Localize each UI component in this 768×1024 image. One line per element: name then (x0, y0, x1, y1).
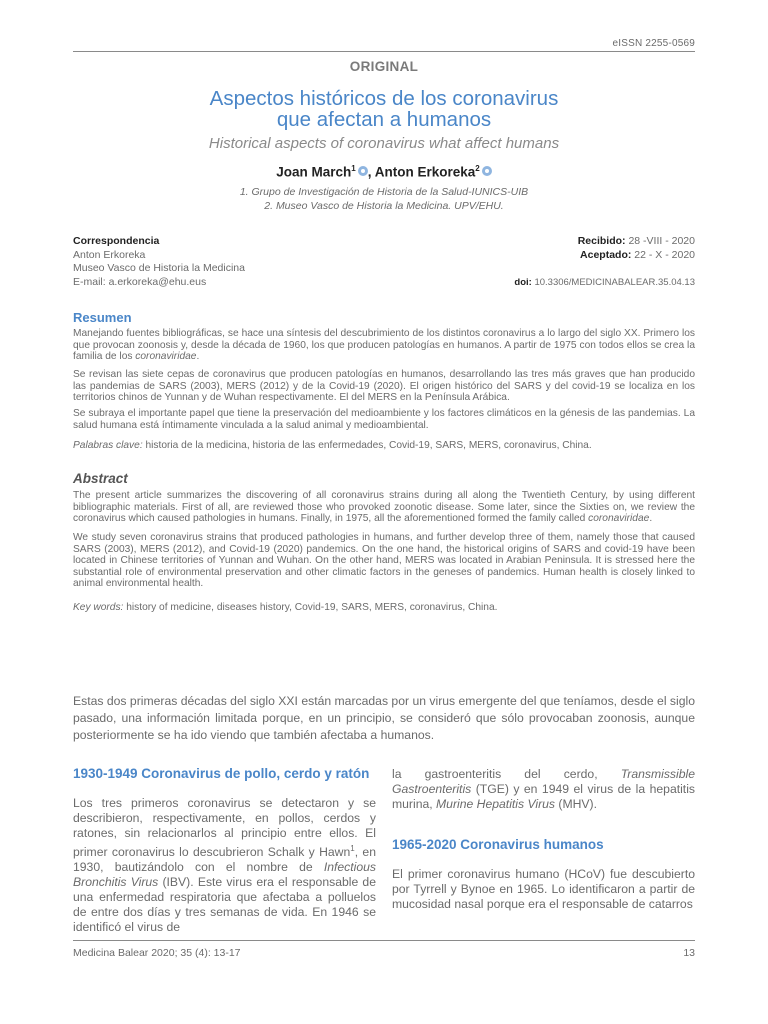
abstract-paragraph: We study seven coronavirus strains that produced pathologies in humans, and further develop three of them, namely those that caused SARS (2003), MERS (2012), and Covid-19 (2020) pandemics. On the one hand, the historical origins of SARS and covid-19 have been located in Chinese territories of Yunnan and Wuhan. On the other hand, MERS was located in Arabian Peninsula. It is stressed here the substantial role of environmental preservation and other climatic factors in the geneses of pandemics. Human health is closely linked to animal environmental health. (73, 532, 695, 590)
body-text: (TGE) y en 1949 el virus de la hepatitis murina, (392, 782, 695, 811)
resumen-paragraph: Se revisan las siete cepas de coronavirus que producen patologías en humanos, desarrollando las tres más graves que han producido las pandemias de SARS (2003), MERS (2012) y de la Covid-19 (2020). El origen histórico del SARS y del covid-19 se localiza en los territorios chinos de Yunnan y de Wuhan respectivamente. El del MERS en la Península Arábica. (73, 369, 695, 404)
article-title (0, 88, 768, 130)
doi-label: doi: (514, 277, 532, 288)
received-value: 28 -VIII - 2020 (625, 235, 695, 247)
author-separator: , (367, 164, 375, 180)
title-line-2: que afectan a humanos (276, 108, 492, 131)
resumen-italic: coronaviridae (135, 351, 197, 363)
doi-link[interactable]: 10.3306/MEDICINABALEAR.35.04.13 (531, 277, 695, 288)
abstract-italic: coronaviridae (588, 513, 650, 525)
body-italic: Transmissible Gastroenteritis (392, 767, 695, 796)
body-italic: Infectious Bronchitis Virus (73, 860, 376, 890)
affiliation-2: 2. Museo Vasco de Historia la Medicina. UPV/EHU. (264, 200, 504, 212)
reference-sup[interactable]: 1 (350, 844, 355, 853)
correspondence-name: Anton Erkoreka (73, 248, 146, 261)
body-text: (IBV). Este virus era el responsable de una enfermedad respiratoria que afectaba a polluelos de entre dos días y tres semanas de vida. En 1946 se identificó el virus de (73, 875, 376, 935)
accepted-value: 22 - X - 2020 (631, 248, 695, 261)
body-italic: Murine Hepatitis Virus (436, 797, 556, 811)
abstract-heading: Abstract (73, 471, 128, 486)
keywords-text: history of medicine, diseases history, Covid-19, SARS, MERS, coronavirus, China. (123, 602, 498, 613)
body-text: , en 1930, bautizándolo con el nombre de (73, 845, 376, 875)
affiliation-1: 1. Grupo de Investigación de Historia de la Salud-IUNICS-UIB (239, 186, 529, 198)
correspondence-institution: Museo Vasco de Historia la Medicina (73, 262, 245, 274)
resumen-text: Manejando fuentes bibliográficas, se hace una síntesis del descubrimiento de los distintos coronavirus a lo largo del siglo XX. Primero los que provocan zoonosis y, desde la década de 1960, los que producen patologías en humanos. A partir de 1975 con todos ellos se crea la familia de los (73, 328, 695, 363)
affiliation-ref: 1 (351, 164, 356, 173)
abstract-paragraph (73, 490, 695, 525)
abstract-text: The present article summarizes the discovering of all coronavirus strains during all along the Twentieth Century, by using different bibliographic materials. First of all, are reviewed those who provoked zoonotic disease. Some later, since the Sixties on, we review the coronavirus which caused pathologies in humans. Finally, in 1975, all the aforementioned formed the family called (73, 490, 695, 525)
keywords-es (73, 440, 695, 452)
intro-paragraph: Estas dos primeras décadas del siglo XXI están marcadas por un virus emergente del que teníamos, desde el siglo pasado, una información limitada porque, en un principio, se consideró que sólo provocaban zoonosis, aunque posteriormente se ha ido viendo que también afectaba a humanos. (73, 694, 695, 742)
accepted-date (578, 249, 695, 263)
keywords-text: historia de la medicina, historia de las enfermedades, Covid-19, SARS, MERS, coronavirus, China. (142, 440, 592, 451)
body-text: la gastroenteritis del cerdo, (392, 767, 621, 781)
received-label: Recibido: (577, 235, 626, 247)
top-divider (73, 51, 695, 52)
correspondence-heading: Correspondencia (73, 235, 160, 247)
author-name[interactable]: Joan March (276, 164, 352, 180)
abstract-text: . (649, 513, 653, 525)
author-name[interactable]: Anton Erkoreka (374, 164, 476, 180)
section-heading-1930: 1930-1949 Coronavirus de pollo, cerdo y ratón (73, 766, 370, 781)
resumen-paragraph: Se subraya el importante papel que tiene la preservación del medioambiente y los factores climáticos en la génesis de las pandemias. La salud humana está íntimamente vinculada a la salud animal y medioambiental. (73, 408, 695, 431)
keywords-en (73, 602, 695, 614)
affiliation-ref: 2 (475, 164, 480, 173)
body-text: (MHV). (555, 797, 598, 811)
section-1965-paragraph: El primer coronavirus humano (HCoV) fue descubierto por Tyrrell y Bynoe en 1965. Lo identificaron a partir de mucosidad nasal porque era el responsable de catarros (392, 867, 695, 911)
received-date (578, 235, 695, 249)
orcid-icon[interactable] (482, 166, 492, 176)
orcid-icon[interactable] (358, 166, 368, 176)
left-column (73, 766, 376, 935)
footer-citation: Medicina Balear 2020; 35 (4): 13-17 (73, 947, 241, 959)
author-list (0, 164, 768, 180)
keywords-label: Key words: (73, 602, 124, 613)
resumen-heading: Resumen (73, 310, 132, 325)
footer-divider (73, 940, 695, 941)
keywords-label: Palabras clave: (73, 440, 143, 451)
correspondence-block (73, 235, 245, 289)
accepted-label: Aceptado: (580, 248, 632, 261)
article-title-english: Historical aspects of coronavirus what affect humans (208, 135, 560, 152)
right-column (392, 767, 695, 912)
dates-block (578, 235, 695, 262)
section-heading-1965: 1965-2020 Coronavirus humanos (392, 837, 604, 852)
section-1930-paragraph (73, 796, 376, 935)
resumen-text: . (196, 351, 200, 363)
resumen-paragraph (73, 328, 695, 363)
body-text: Los tres primeros coronavirus se detectaron y se describieron, respectivamente, en pollos, cerdos y ratones, sin relacionarlos al principio entre ellos. El primer coronavirus lo descubrieron Schalk y Hawn (73, 796, 376, 860)
issn-label: eISSN 2255-0569 (612, 38, 695, 49)
section-label: ORIGINAL (349, 59, 419, 74)
page-number: 13 (683, 947, 695, 959)
section-1930-continued (392, 767, 695, 812)
correspondence-email[interactable]: E-mail: a.erkoreka@ehu.eus (73, 275, 207, 288)
doi-line (514, 277, 695, 288)
title-line-1: Aspectos históricos de los coronavirus (209, 87, 559, 110)
